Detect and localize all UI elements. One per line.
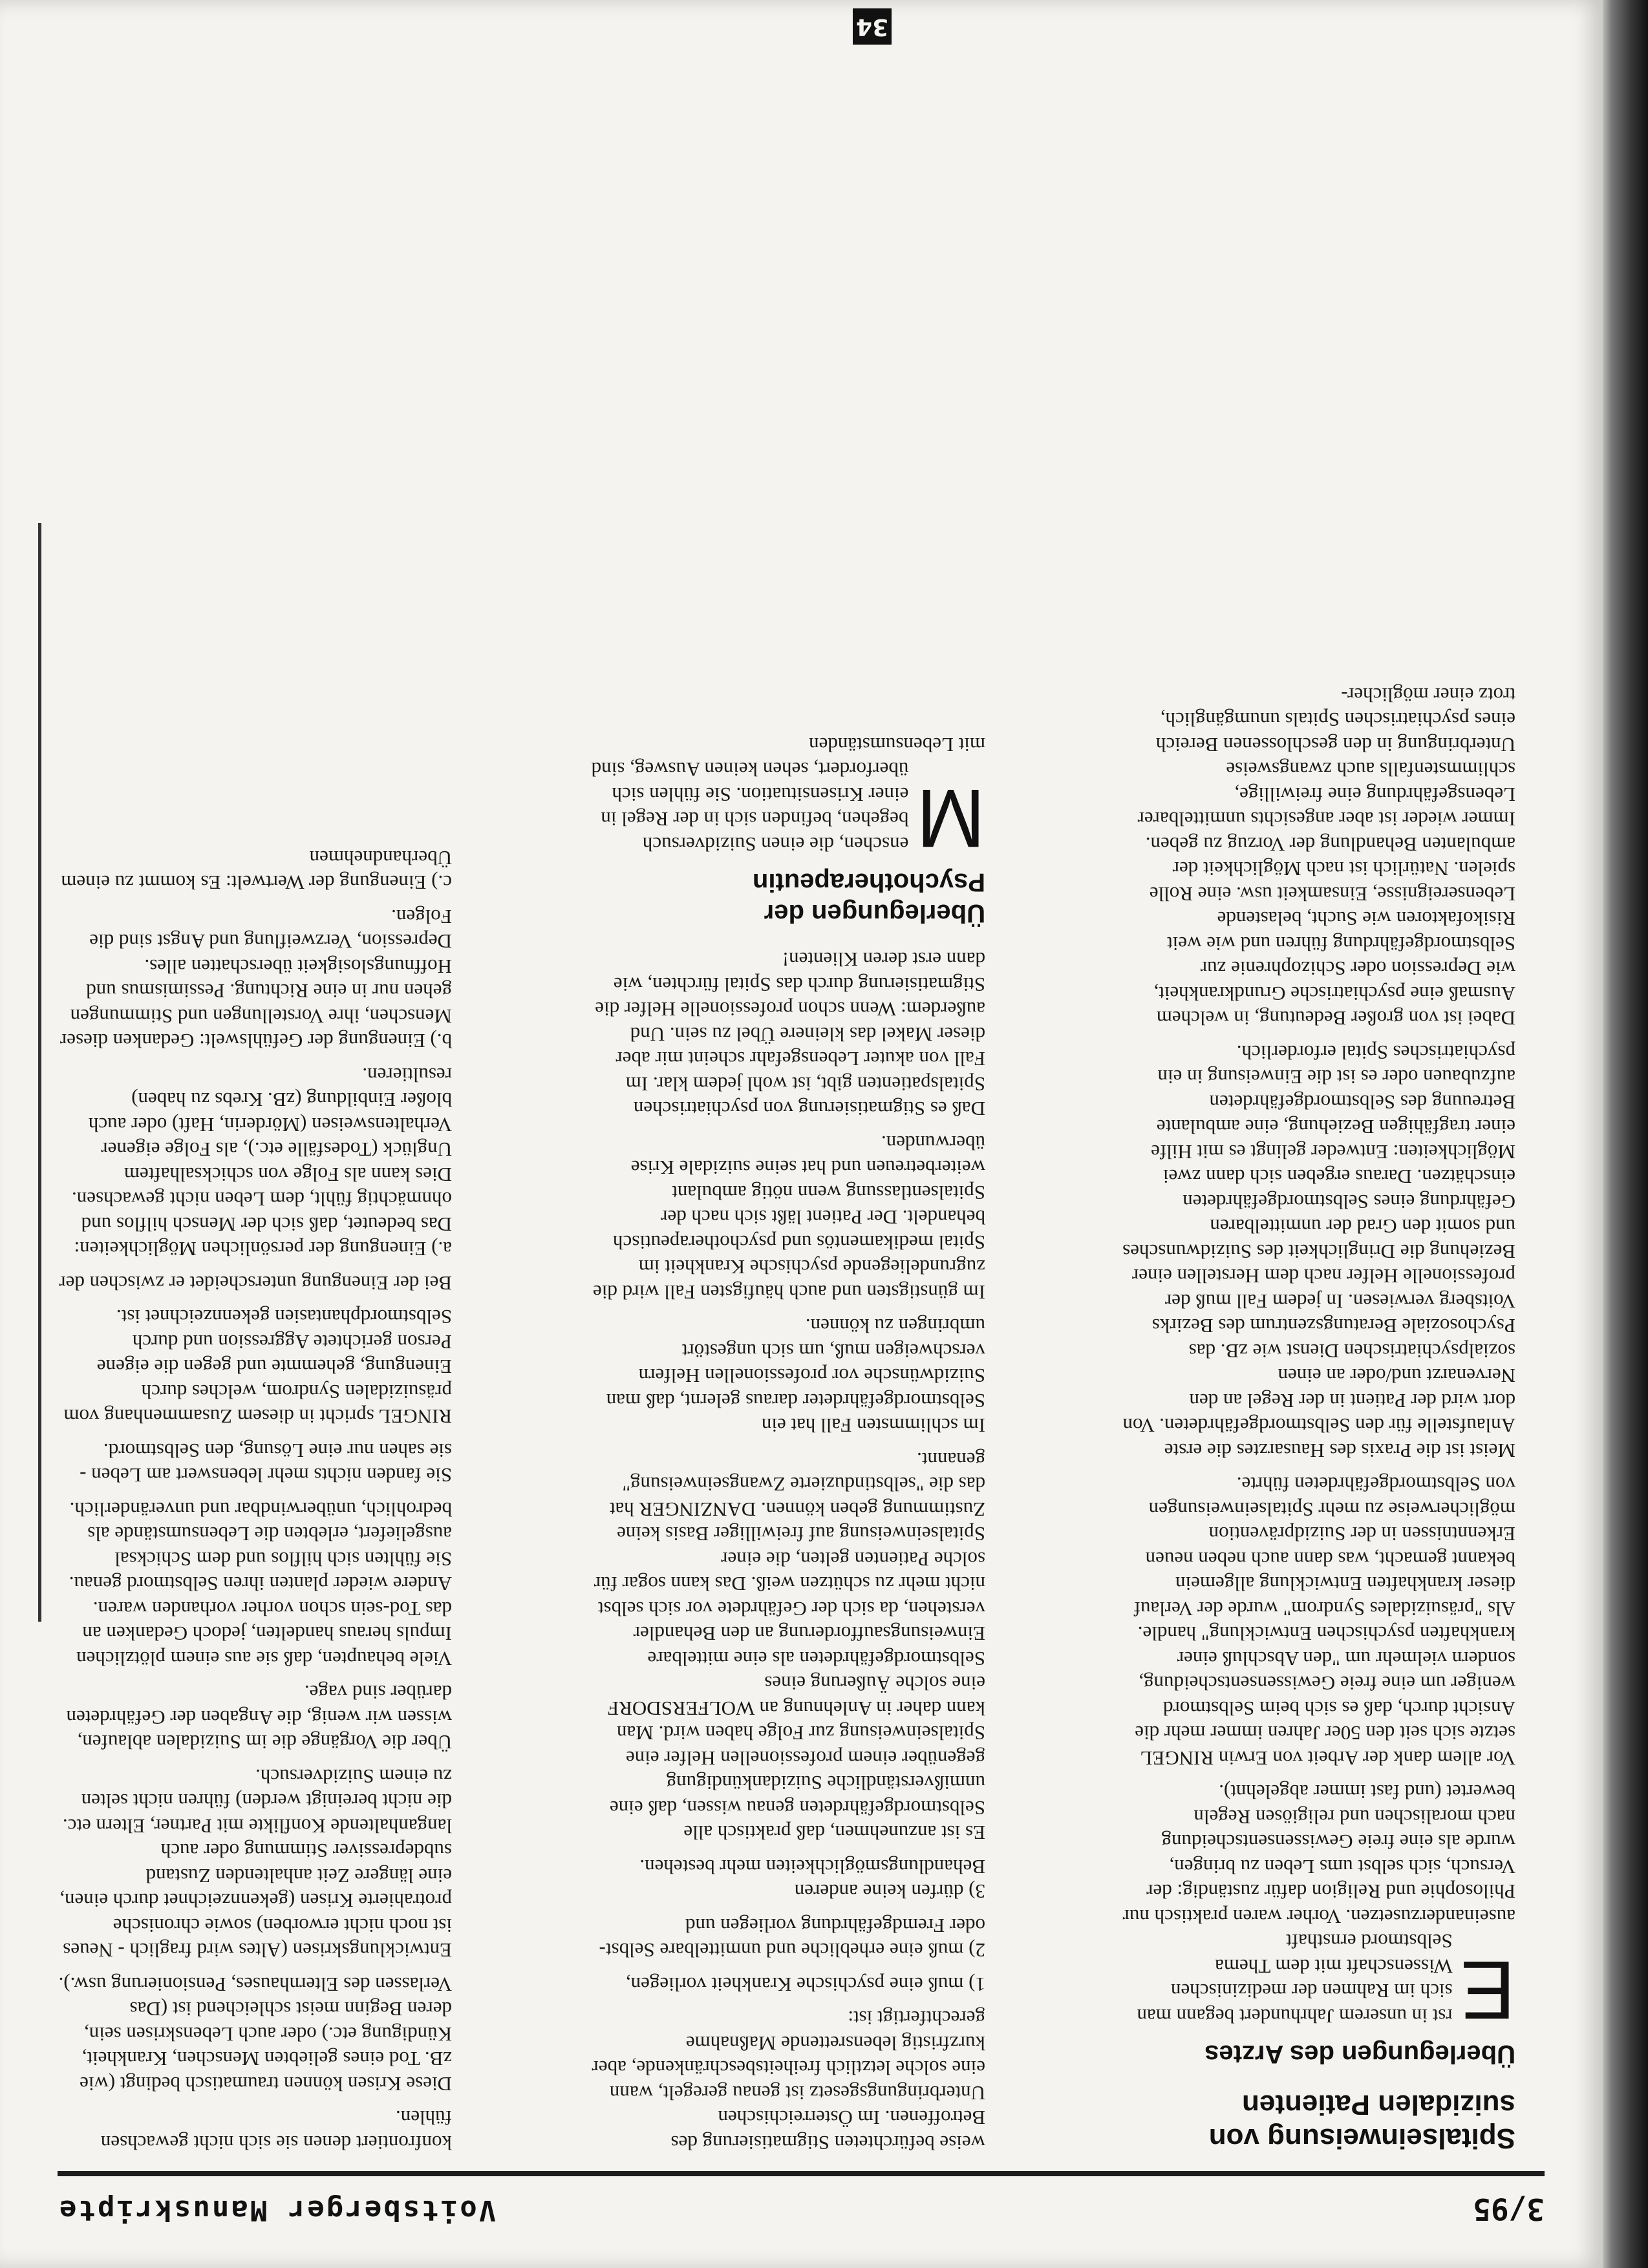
list-item: 1) muß eine psychische Krankheit vorliegen,	[625, 1973, 985, 1996]
paragraph: Im schlimmsten Fall hat ein Selbstmordgefährdeter daraus gelernt, daß man Suizidwünsche vor professionellen Helfern verschweigen muß, um sich ungestört umbringen zu können.	[606, 1315, 985, 1437]
paragraph: c.) Einengung der Wertwelt: Es kommt zu einem Überhandnehmen	[61, 847, 452, 895]
paragraph: Über die Vorgänge die im Suizidalen ablaufen, wissen wir wenig, die Angaben der Gefährdeten darüber sind vage.	[66, 1681, 452, 1754]
page-binding-edge	[1603, 0, 1648, 2268]
list-item: 3) dürfen keine anderen Behandlungsmöglichkeiten mehr bestehen.	[639, 1856, 985, 1903]
paragraph: RINGEL spricht in diesem Zusammenhang vom präsuizidalen Syndrom, welches durch Einengung, gehemmte und gegen die eigene Person gerichtete Aggression und durch Selbstmordphantasien gekennzeichnet ist.	[63, 1306, 452, 1428]
issue-number: 3/95	[1473, 2192, 1545, 2227]
paragraph: Im günstigsten und auch häufigsten Fall wird die zugrundeliegende psychische Krankheit im Spital medikamentös und psychotherapeutisch behandelt. Der Patient läßt sich nach der Spitalsentlassung wenn nötig ambulant weiterbetreuen und hat seine suizidale Krise überwunden.	[593, 1132, 985, 1304]
paragraph: M enschen, die einen Suizidversuch begehen, befinden sich in der Regel in einer Krisensituation. Sie fühlen sich überfordert, sehen keinen Ausweg, sind mit Lebensumständen	[591, 734, 985, 864]
column-1	[1121, 138, 1515, 2155]
paragraph: Bei der Einengung unterscheidet er zwischen der	[59, 1272, 452, 1295]
list-item: 2) muß eine erhebliche und unmittelbare Selbst- oder Fremdgefährdung vorliegen und	[599, 1914, 985, 1962]
paragraph: Vor allem dank der Arbeit von Erwin RINGEL setzte sich seit den 50er Jahren immer mehr die Ansicht durch, daß es sich beim Selbstmord weniger um eine freie Gewissensentscheidung, sondern vielmehr um "den Abschluß einer krankhaften psychischen Entwicklung" handle. Als "präsuizidales Syndrom" wurde der Verlauf dieser krankhaften Entwicklung allgemein bekannt gemacht, was dann auch neben neuen Erkenntnissen in der Suizidprävention möglicherweise zu mehr Spitalseinweisungen von Selbstmordgefährdeten führte.	[1133, 1473, 1515, 1770]
magazine-title: Voitsberger Manuskripte	[58, 2194, 497, 2227]
drop-cap: M	[916, 772, 985, 864]
paragraph: konfrontiert denen sie sich nicht gewachsen fühlen.	[100, 2106, 452, 2154]
paragraph: b.) Einengung der Gefühlswelt: Gedanken dieser Menschen, ihre Vorstellungen und Stimmungen gehen nur in eine Richtung. Pessimismus und Hoffnungslosigkeit überschatten alles. Depression, Verzweiflung und Angst sind die Folgen.	[59, 906, 452, 1053]
drop-cap: E	[1460, 1944, 1515, 2036]
paragraph: Diese Krisen können traumatisch bedingt (wie zB. Tod eines geliebten Menschen, Krankheit, Kündigung etc.) oder auch Lebenskrisen sein, deren Beginn meist schleichend ist (Das Verlassen des Elternhauses, Pensionierung usw.).	[58, 1973, 452, 2095]
paragraph: Entwicklungskrisen (Altes wird fraglich - Neues ist noch nicht erworben) sowie chronische protrahierte Krisen (gekennzeichnet durch einen, eine längere Zeit anhaltenden Zustand subdepressiver Stimmung oder auch langanhaltende Konflikte mit Partner, Eltern etc. die nicht bereinigt werden) führen nicht selten zu einem Suizidversuch.	[59, 1765, 452, 1962]
paragraph: Es ist anzunehmen, daß praktisch alle Selbstmordgefährdeten genau wissen, daß eine unmißverständliche Suizidankündigung gegenüber einem professionellen Helfer eine Spitalseinweisung zur Folge haben wird. Man kann daher in Anlehnung an WOLFERSDORF eine solche Äußerung eines Selbstmordgefährdeten als eine mittelbare Einweisungsaufforderung an den Behandler verstehen, da sich der Gefährdete vor sich selbst nicht mehr zu schützen weiß. Das kann sogar für solche Patienten gelten, die einer Spitalseinweisung auf freiwilliger Basis keine Zustimmung geben können. DANZINGER hat das die "selbstinduzierte Zwangseinweisung" genannt.	[594, 1448, 985, 1845]
page-number: 34	[853, 8, 892, 45]
paragraph: weise befürchteten Stigmatisierung des Betroffenen. Im Österreichischen Unterbringungsgesetz ist genau geregelt, wann eine solche letztlich freiheitsbeschränkende, aber kurzfristig lebensrettende Maßnahme gerechtfertigt ist:	[592, 2007, 985, 2154]
margin-rule	[38, 523, 41, 1622]
page-header	[58, 2171, 1545, 2234]
section-title-doctor: Überlegungen des Arztes	[1204, 2040, 1515, 2068]
paragraph: Meist ist die Praxis des Hausarztes die erste Anlaufstelle für den Selbstmordgefährdeten. Von dort wird der Patient in der Regel an den Nervenarzt und/oder an einen sozialpsychiatrischen Dienst wie zB. das Psychosoziale Beratungszentrum des Bezirks Voitsberg verwiesen. In jedem Fall muß der professionelle Helfer nach dem Herstellen einer Beziehung die Dringlichkeit des Suizidwunsches und somit den Grad der unmittelbaren Gefährdung eines Selbstmordgefährdeten einschätzen. Daraus ergeben sich dann zwei Möglichkeiten: Entweder gelingt es mit Hilfe einer tragfähigen Beziehung, eine ambulante Betreuung des Selbstmordgefährdeten aufzubauen oder es ist die Einweisung in ein psychiatrisches Spital erforderlich.	[1122, 1041, 1515, 1462]
paragraph: a.) Einengung der persönlichen Möglichkeiten: Das bedeutet, daß sich der Mensch hilflos und ohnmächtig fühlt, dem Leben nicht gewachsen. Dies kann als Folge von schicksalhaftem Unglück (Todesfälle etc.), als Folge eigener Verhaltensweisen (Mörderin, Haft) oder auch bloßer Einbildung (zB. Krebs zu haben) resultieren.	[72, 1064, 452, 1261]
paragraph: Dabei ist von großer Bedeutung, in welchem Ausmaß eine psychiatrische Grundkrankheit, wie Depression oder Schizophrenie zur Selbstmordgefährdung führen und wie weit Risikofaktoren wie Sucht, belastende Lebensereignisse, Einsamkeit usw. eine Rolle spielen. Natürlich ist nach Möglichkeit der ambulanten Behandlung der Vorzug zu geben. Immer wieder ist aber angesichts unmittelbarer Lebensgefährdung eine freiwillige, schlimmstenfalls auch zwangsweise Unterbringung in den geschlossenen Bereich eines psychiatrischen Spitals unumgänglich, trotz einer möglicher-	[1137, 684, 1515, 1030]
paragraph: E rst in unserem Jahrhundert begann man sich im Rahmen der medizinischen Wissenschaft mit dem Thema Selbstmord ernsthaft auseinanderzusetzen. Vorher waren praktisch nur Philosophie und Religion dafür zuständig: der Versuch, sich selbst ums Leben zu bringen, wurde als eine freie Gewissensentscheidung nach moralischen und religiösen Regeln bewertet (und fast immer abgelehnt).	[1122, 1781, 1515, 2036]
section-title-therapist: Überlegungen der Psychotherapeutin	[752, 868, 985, 927]
column-3	[58, 138, 452, 2155]
paragraph: Sie fanden nichts mehr lebenswert am Leben - sie sahen nur eine Lösung, den Selbstmord.	[80, 1439, 452, 1487]
column-2	[591, 138, 985, 2155]
article-title: Spitalseinweisung von suizidalen Patienten	[1208, 2089, 1515, 2154]
paragraph: Daß es Stigmatisierung von psychiatrischen Spitalspatienten gibt, ist wohl jedem klar. Im Fall von akuter Lebensgefahr scheint mir aber dieser Makel das kleinere Übel zu sein. Und außerdem: Wenn schon professionelle Helfer die Stigmatisierung durch das Spital fürchten, wie dann erst deren Klienten!	[595, 948, 985, 1121]
paragraph: Viele behaupten, daß sie aus einem plötzlichen Impuls heraus handelten, jedoch Gedanken an das Tod-sein schon vorher vorhanden waren. Andere wieder planten ihren Selbstmord genau. Sie fühlten sich hilflos und dem Schicksal ausgeliefert, erlebten die Lebensumstände als bedrohlich, unüberwindbar und unveränderlich.	[69, 1498, 452, 1670]
